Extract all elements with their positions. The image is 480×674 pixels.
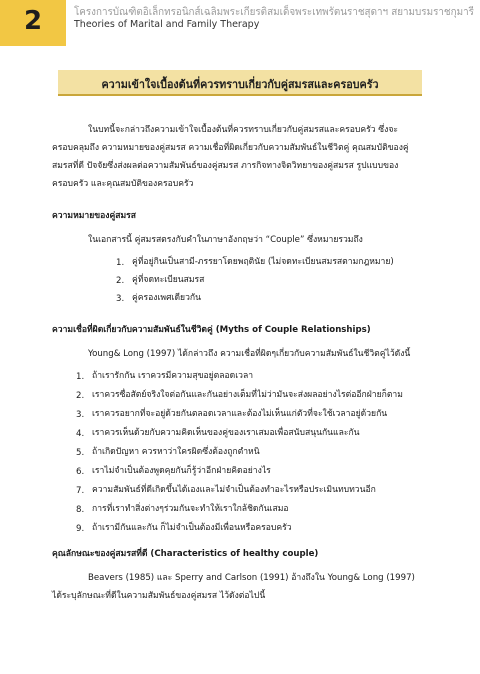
intro-line: ครอบครัว และคุณสมบัติของครอบครัว [52,179,194,189]
intro-line: ครอบคลุมถึง ความหมายของคู่สมรส ความเชื่อที่ผิดเกี่ยวกับความสัมพันธ์ในชีวิตคู่ คุณสมบัติของคู่ [52,143,409,153]
list-item: ถ้าเรารักกัน เราควรมีความสุขอยู่ตลอดเวลา [92,371,254,381]
meaning-heading: ความหมายของคู่สมรส [52,211,137,221]
list-item-number: 6. [76,467,85,477]
list-item: เราควรซื่อสัตย์จริงใจต่อกันและกันอย่างเต็มที่ไม่ว่ามันจะส่งผลอย่างไรต่ออีกฝ่ายก็ตาม [92,390,403,400]
healthy-heading: คุณลักษณะของคู่สมรสที่ดี (Characteristics of healthy couple) [52,549,319,559]
myths-heading: ความเชื่อที่ผิดเกี่ยวกับความสัมพันธ์ในชีวิตคู่ (Myths of Couple Relationships) [52,325,371,335]
list-item-number: 7. [76,486,85,496]
healthy-line: Beavers (1985) และ Sperry and Carlson (1991) อ้างถึงใน Young& Long (1997) [88,573,415,583]
list-item-number: 4. [76,429,85,439]
list-item-number: 5. [76,448,85,458]
list-item-number: 3. [76,410,85,420]
healthy-line: ได้ระบุลักษณะที่ดีในความสัมพันธ์ของคู่สมรส ไว้ดังต่อไปนี้ [52,591,266,601]
list-item: เราไม่จำเป็นต้องพูดคุยกันก็รู้ว่าอีกฝ่ายคิดอย่างไร [92,466,271,476]
project-name: โครงการบัณฑิตอิเล็กทรอนิกส์เฉลิมพระเกียรติสมเด็จพระเทพรัตนราชสุดาฯ สยามบรมราชกุมารี [74,6,474,18]
list-item: คู่ครองเพศเดียวกัน [132,293,201,303]
meaning-lead: ในเอกสารนี้ คู่สมรสตรงกับคำในภาษาอังกฤษว่า “Couple” ซึ่งหมายรวมถึง [88,235,363,245]
myths-lead: Young& Long (1997) ได้กล่าวถึง ความเชื่อที่ผิดๆเกี่ยวกับความสัมพันธ์ในชีวิตคู่ไว้ดังนี้ [88,349,411,359]
list-item: คู่ที่อยู่กินเป็นสามี-ภรรยาโดยพฤตินัย (ไม่จดทะเบียนสมรสตามกฎหมาย) [132,257,394,267]
section-title: ความเข้าใจเบื้องต้นที่ควรทราบเกี่ยวกับคู่สมรสและครอบครัว [101,78,379,91]
chapter-number: 2 [23,6,43,36]
list-item: ความสัมพันธ์ที่ดีเกิดขึ้นได้เองและไม่จำเป็นต้องทำอะไรหรือประเมินทบทวนอีก [92,485,376,495]
list-item-number: 2. [76,391,85,401]
list-item: เราควรเห็นด้วยกับความคิดเห็นของคู่ของเราเสมอเพื่อสนับสนุนกันและกัน [92,428,360,438]
intro-line: สมรสที่ดี ปัจจัยซึ่งส่งผลต่อความสัมพันธ์ของคู่สมรส ภารกิจทางจิตวิทยาของคู่สมรส รูปแบบของ [52,161,399,171]
list-item: ถ้าเกิดปัญหา ควรหาว่าใครผิดซึ่งต้องถูกตำหนิ [92,447,260,457]
list-item-number: 9. [76,524,85,534]
list-item: เราควรอยากที่จะอยู่ด้วยกันตลอดเวลาและต้องไม่เห็นแก่ตัวที่จะใช้เวลาอยู่ด้วยกัน [92,409,388,419]
list-item-number: 3. [116,294,125,304]
list-item: การที่เราทำสิ่งต่างๆร่วมกันจะทำให้เราใกล้ชิดกันเสมอ [92,504,289,514]
list-item-number: 2. [116,276,125,286]
intro-line: ในบทนี้จะกล่าวถึงความเข้าใจเบื้องต้นที่ควรทราบเกี่ยวกับคู่สมรสและครอบครัว ซึ่งจะ [88,125,398,135]
list-item: คู่ที่จดทะเบียนสมรส [132,275,205,285]
list-item-number: 1. [76,372,85,382]
course-title: Theories of Marital and Family Therapy [74,19,260,30]
list-item-number: 1. [116,258,125,268]
list-item: ถ้าเรามีกันและกัน ก็ไม่จำเป็นต้องมีเพื่อนหรือครอบครัว [92,523,292,533]
list-item-number: 8. [76,505,85,515]
